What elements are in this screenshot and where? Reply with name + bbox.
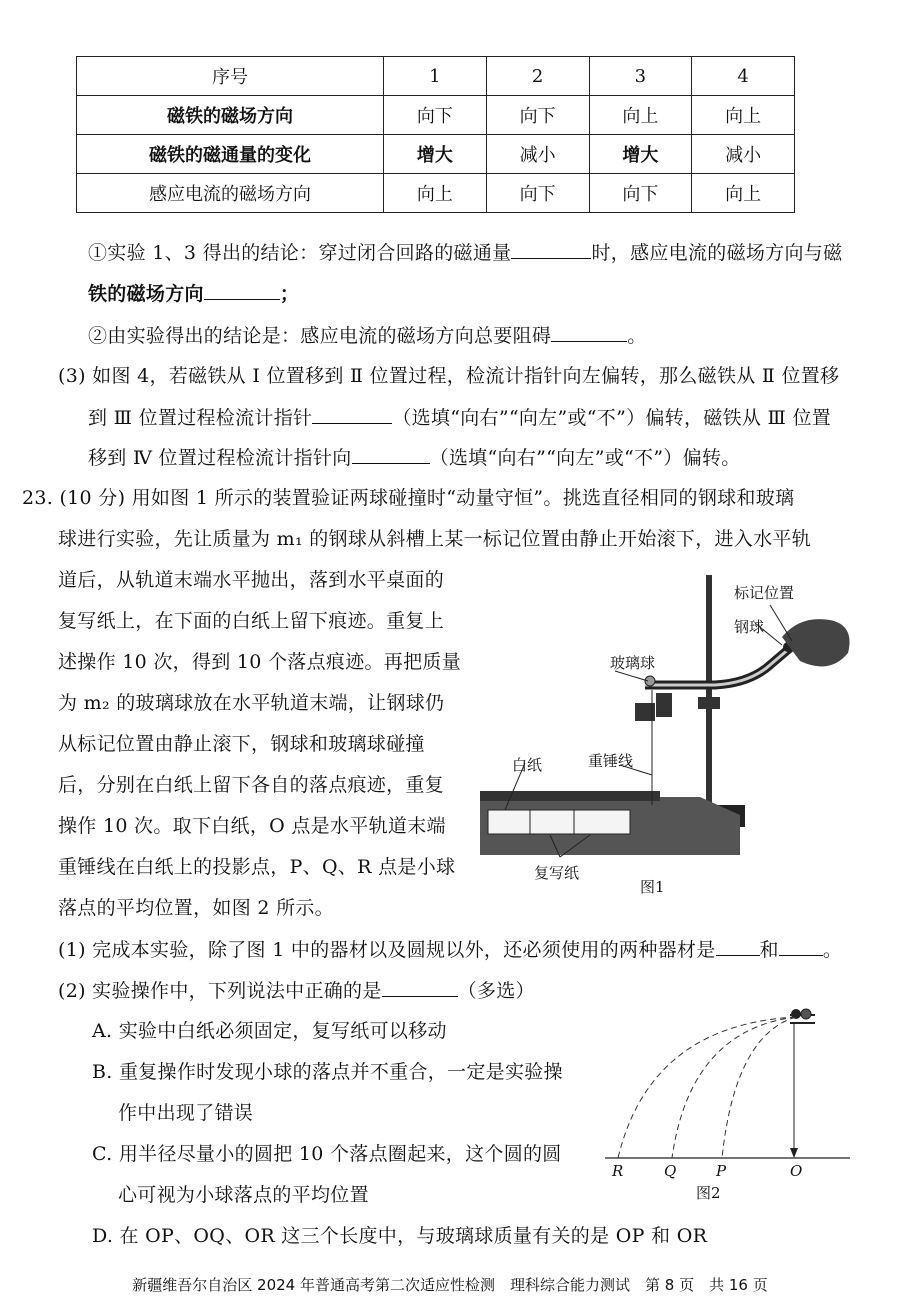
table-header-cell: 4 xyxy=(692,57,795,96)
option-d: D. 在 OP、OQ、OR 这三个长度中，与玻璃球质量有关的是 OP 和 OR xyxy=(92,1225,708,1247)
point-o-label: O xyxy=(790,1162,803,1180)
point-r-label: R xyxy=(612,1162,624,1180)
answer-blank[interactable] xyxy=(312,405,392,424)
trajectory-q xyxy=(672,1017,796,1158)
q2-item2-line xyxy=(88,323,647,348)
table-row xyxy=(77,135,795,174)
label-white-paper: 白纸 xyxy=(512,756,543,774)
option-a: A. 实验中白纸必须固定，复写纸可以移动 xyxy=(92,1020,447,1042)
q23-part2-note: （多选） xyxy=(457,980,535,1002)
q3-line3-text-a: 移到 Ⅳ 位置过程检流计指针向 xyxy=(88,447,352,469)
q23-part1-and: 和 xyxy=(759,939,779,961)
row-label: 磁铁的磁通量的变化 xyxy=(77,135,384,174)
q23-body-line: 复写纸上，在下面的白纸上留下痕迹。重复上 xyxy=(58,610,445,632)
q3-line3 xyxy=(88,445,741,470)
label-glass-ball: 玻璃球 xyxy=(610,654,656,672)
q2-item1-text-b: 时，感应电流的磁场方向与磁 xyxy=(591,242,843,264)
point-q-label: Q xyxy=(664,1162,677,1180)
q3-line1: (3) 如图 4，若磁铁从 Ⅰ 位置移到 Ⅱ 位置过程，检流计指针向左偏转，那么磁铁从 Ⅱ 位置移 xyxy=(58,365,840,387)
label-carbon-paper: 复写纸 xyxy=(534,864,580,882)
q3-line2-text-b: （选填“向右”“向左”或“不”）偏转，磁铁从 Ⅲ 位置 xyxy=(392,407,832,429)
table-cell: 向上 xyxy=(692,174,795,213)
q23-body-line: 操作 10 次。取下白纸，O 点是水平轨道末端 xyxy=(58,815,446,837)
punct: ； xyxy=(279,283,300,305)
label-mark-position: 标记位置 xyxy=(734,584,795,602)
table-cell: 向上 xyxy=(692,96,795,135)
punct: 。 xyxy=(627,325,647,347)
q23-body-line: 后，分别在白纸上留下各自的落点痕迹，重复 xyxy=(58,774,445,796)
answer-blank[interactable] xyxy=(779,937,823,956)
option-b-cont: 作中出现了错误 xyxy=(118,1102,254,1124)
table-cell: 向下 xyxy=(384,96,487,135)
table-row xyxy=(77,174,795,213)
table-cell: 向上 xyxy=(589,96,692,135)
answer-blank[interactable] xyxy=(352,445,430,464)
experiment-apparatus-figure xyxy=(470,565,860,895)
q3-line2 xyxy=(88,405,831,430)
answer-blank[interactable] xyxy=(382,978,458,997)
table-cell: 向下 xyxy=(589,174,692,213)
q2-item1-line2 xyxy=(88,281,299,306)
q3-line3-text-b: （选填“向右”“向左”或“不”）偏转。 xyxy=(429,447,741,469)
table-cell: 增大 xyxy=(384,135,487,174)
q23-part2-text: (2) 实验操作中，下列说法中正确的是 xyxy=(58,980,382,1002)
answer-blank[interactable] xyxy=(716,937,760,956)
table-header-cell: 1 xyxy=(384,57,487,96)
q23-body-line: 落点的平均位置，如图 2 所示。 xyxy=(58,897,334,919)
table-header-cell: 2 xyxy=(486,57,589,96)
q23-body-line: 述操作 10 次，得到 10 个落点痕迹。再把质量 xyxy=(58,651,462,673)
q23-part1-text: (1) 完成本实验，除了图 1 中的器材以及圆规以外，还必须使用的两种器材是 xyxy=(58,939,716,961)
figure1-caption: 图1 xyxy=(640,878,665,896)
label-plumb-line: 重锤线 xyxy=(588,752,634,770)
experiment-table xyxy=(76,56,795,213)
q2-item2-text: ②由实验得出的结论是：感应电流的磁场方向总要阻碍 xyxy=(88,325,552,347)
q23-body-line: 为 m₂ 的玻璃球放在水平轨道末端，让钢球仍 xyxy=(58,692,445,714)
option-c-cont: 心可视为小球落点的平均位置 xyxy=(118,1184,369,1206)
punct: 。 xyxy=(822,939,843,961)
table-cell: 减小 xyxy=(692,135,795,174)
point-p-label: P xyxy=(716,1162,727,1180)
q23-part1 xyxy=(58,937,842,962)
table-cell: 增大 xyxy=(589,135,692,174)
trajectory-p xyxy=(722,1017,796,1158)
answer-blank[interactable] xyxy=(551,323,627,342)
trajectory-figure xyxy=(600,1005,860,1195)
table-row xyxy=(77,96,795,135)
q2-item1-line xyxy=(88,240,842,265)
q3-line2-text-a: 到 Ⅲ 位置过程检流计指针 xyxy=(88,407,313,429)
table-cell: 减小 xyxy=(486,135,589,174)
q23-body-line: 从标记位置由静止滚下，钢球和玻璃球碰撞 xyxy=(58,733,425,755)
page-footer: 新疆维吾尔自治区 2024 年普通高考第二次适应性检测 理科综合能力测试 第 8 页 共 16 页 xyxy=(132,1276,768,1294)
q23-body-line: 重锤线在白纸上的投影点，P、Q、R 点是小球 xyxy=(58,856,456,878)
white-paper xyxy=(488,810,630,834)
table-header-cell: 序号 xyxy=(77,57,384,96)
q23-body-line: 道后，从轨道末端水平抛出，落到水平桌面的 xyxy=(58,569,445,591)
table-header-row xyxy=(77,57,795,96)
q23-line2: 球进行实验，先让质量为 m₁ 的钢球从斜槽上某一标记位置由静止开始滚下，进入水平轨 xyxy=(58,528,812,550)
glass-ball xyxy=(801,1009,811,1019)
row-label: 磁铁的磁场方向 xyxy=(77,96,384,135)
option-c: C. 用半径尽量小的圆把 10 个落点圈起来，这个圆的圆 xyxy=(92,1143,562,1165)
q23-part2 xyxy=(58,978,535,1003)
q2-item1-text-c: 铁的磁场方向 xyxy=(88,283,204,305)
q23-line1: 23. (10 分) 用如图 1 所示的装置验证两球碰撞时“动量守恒”。挑选直径相同的钢球和玻璃 xyxy=(22,487,795,509)
figure2-caption: 图2 xyxy=(696,1184,721,1202)
option-b: B. 重复操作时发现小球的落点并不重合，一定是实验操 xyxy=(92,1061,563,1083)
answer-blank[interactable] xyxy=(511,240,591,259)
table-cell: 向上 xyxy=(384,174,487,213)
label-steel-ball: 钢球 xyxy=(734,618,765,636)
table-header-cell: 3 xyxy=(589,57,692,96)
row-label: 感应电流的磁场方向 xyxy=(77,174,384,213)
trajectory-r xyxy=(618,1017,796,1158)
table-cell: 向下 xyxy=(486,96,589,135)
table-cell: 向下 xyxy=(486,174,589,213)
q2-item1-text-a: ①实验 1、3 得出的结论：穿过闭合回路的磁通量 xyxy=(88,242,512,264)
hand xyxy=(782,619,850,666)
answer-blank[interactable] xyxy=(204,281,280,300)
